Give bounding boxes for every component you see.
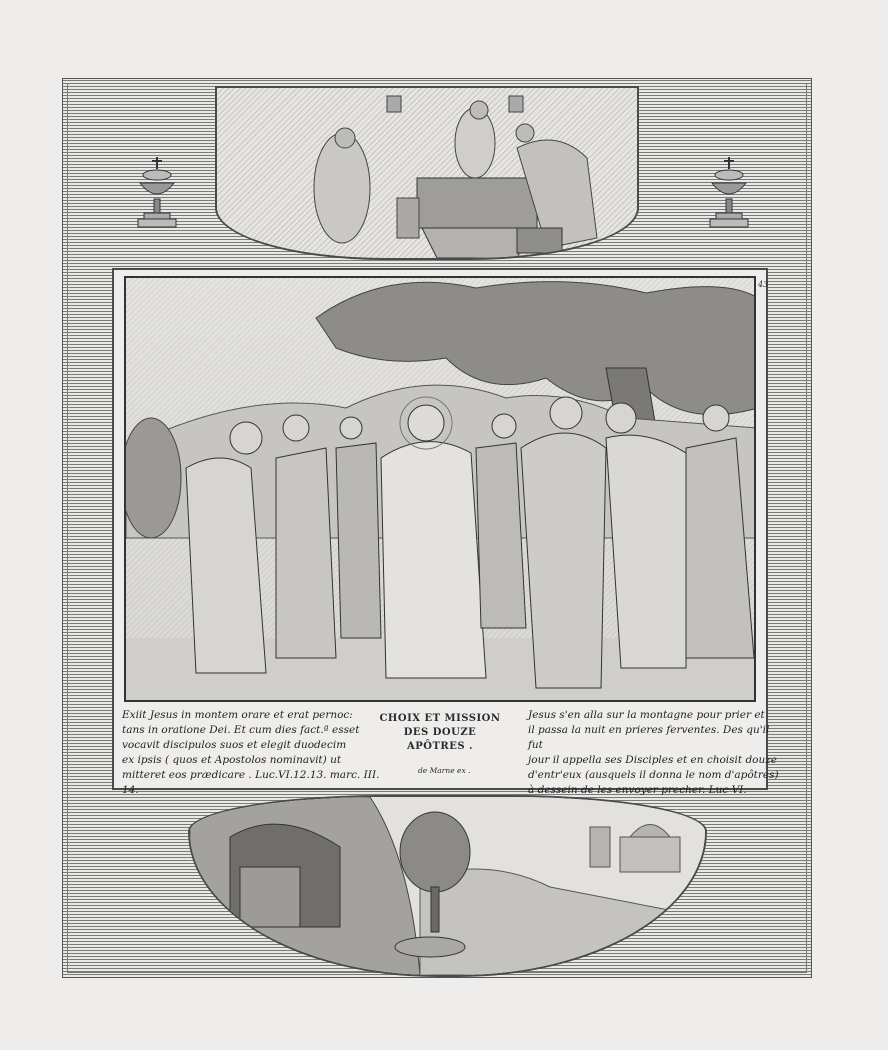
bottom-cartouche-landscape-scene <box>188 795 707 977</box>
page-number: 43 <box>758 280 769 289</box>
plate-title <box>378 712 502 754</box>
title-line-1: CHOIX ET MISSION <box>379 713 501 724</box>
apostles-scene-illustration <box>126 278 756 702</box>
french-caption: Jesus s'en alla sur la montagne pour prier et il passa la nuit en prieres ferventes. Des qu'il fut jour il appella ses Disciples et en choisit douze d'entr'eux (ausquels il donna le nom d'apôtres) à dessein de les envoyer precher. Luc VI. <box>528 709 779 796</box>
landscape-scene-illustration <box>190 797 705 975</box>
workshop-scene-illustration <box>217 88 637 258</box>
right-urn-icon <box>704 155 754 235</box>
publisher-credit: de Marne ex . <box>418 766 471 775</box>
top-cartouche-workshop-scene <box>215 86 639 260</box>
main-engraving-christ-and-apostles <box>124 276 756 702</box>
latin-caption: Exiit Jesus in montem orare et erat pernoc: tans in oratione Dei. Et cum dies fact.ª esset vocavit discipulos suos et elegit duodecim ex ipsis ( quos et Apostolos nominavit) ut mitteret eos prædicare . Luc.VI.12.13. marc. III. 14. <box>122 709 380 796</box>
title-line-2: DES DOUZE <box>403 727 477 738</box>
left-urn-icon <box>132 155 182 235</box>
title-line-3: APÔTRES . <box>406 741 474 752</box>
